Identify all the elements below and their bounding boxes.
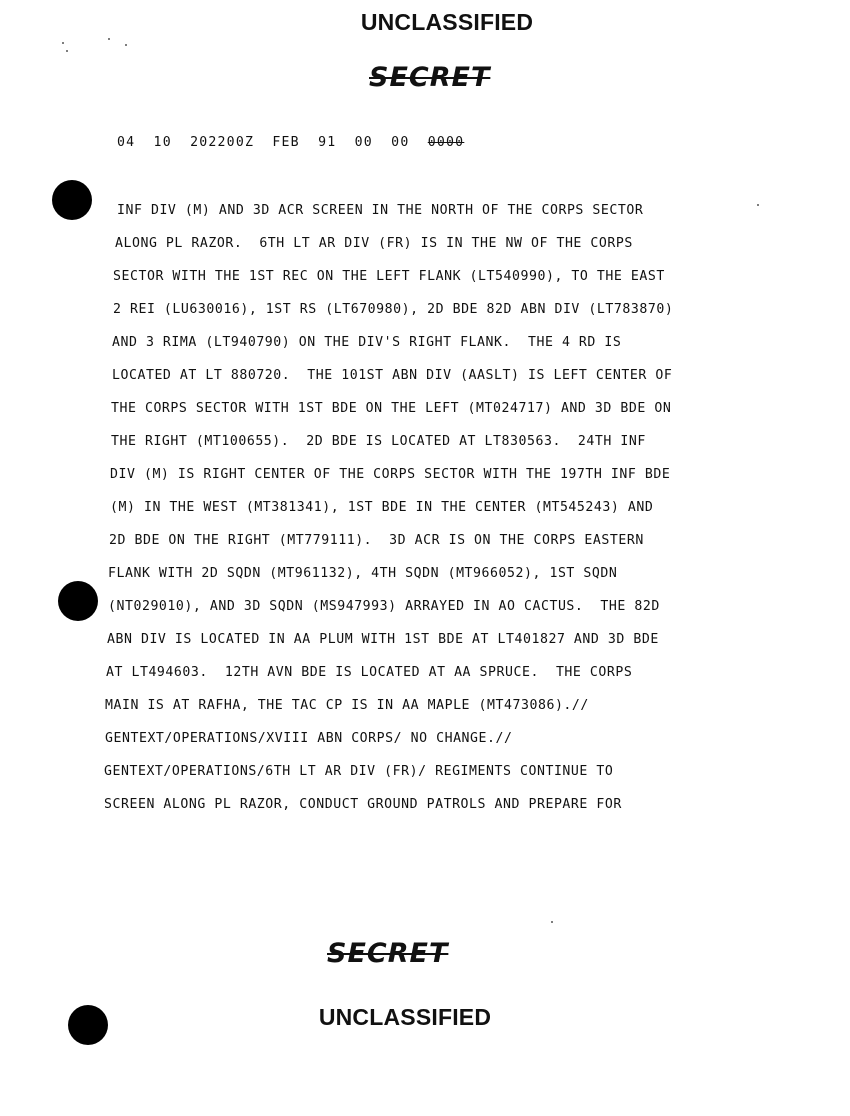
message-header-struck-code: 0000 — [427, 135, 465, 150]
body-line: 2D BDE ON THE RIGHT (MT779111). 3D ACR IS ON THE CORPS EASTERN — [109, 533, 644, 548]
body-line: 2 REI (LU630016), 1ST RS (LT670980), 2D BDE 82D ABN DIV (LT783870) — [113, 302, 674, 317]
body-line: SECTOR WITH THE 1ST REC ON THE LEFT FLANK (LT540990), TO THE EAST — [113, 269, 665, 284]
secret-marking-bottom: SECRET — [327, 938, 449, 969]
body-line: INF DIV (M) AND 3D ACR SCREEN IN THE NORTH OF THE CORPS SECTOR — [117, 203, 644, 218]
secret-marking-top: SECRET — [369, 62, 491, 93]
body-line: ABN DIV IS LOCATED IN AA PLUM WITH 1ST BDE AT LT401827 AND 3D BDE — [107, 632, 659, 647]
message-header-line — [117, 135, 464, 150]
classification-banner-bottom: UNCLASSIFIED — [318, 1004, 492, 1030]
scan-speck — [125, 44, 127, 46]
body-line: LOCATED AT LT 880720. THE 101ST ABN DIV (AASLT) IS LEFT CENTER OF — [112, 368, 673, 383]
body-line: AT LT494603. 12TH AVN BDE IS LOCATED AT AA SPRUCE. THE CORPS — [106, 665, 633, 680]
body-line: ALONG PL RAZOR. 6TH LT AR DIV (FR) IS IN THE NW OF THE CORPS — [115, 236, 633, 251]
body-line: AND 3 RIMA (LT940790) ON THE DIV'S RIGHT FLANK. THE 4 RD IS — [112, 335, 622, 350]
body-line: (M) IN THE WEST (MT381341), 1ST BDE IN THE CENTER (MT545243) AND — [110, 500, 654, 515]
body-line: SCREEN ALONG PL RAZOR, CONDUCT GROUND PATROLS AND PREPARE FOR — [104, 797, 622, 812]
body-line: MAIN IS AT RAFHA, THE TAC CP IS IN AA MAPLE (MT473086).// — [105, 698, 589, 713]
body-line: GENTEXT/OPERATIONS/6TH LT AR DIV (FR)/ REGIMENTS CONTINUE TO — [104, 764, 614, 779]
body-line: THE RIGHT (MT100655). 2D BDE IS LOCATED AT LT830563. 24TH INF — [111, 434, 646, 449]
body-line: GENTEXT/OPERATIONS/XVIII ABN CORPS/ NO CHANGE.// — [105, 731, 513, 746]
scan-speck — [66, 50, 68, 52]
message-header-text: 04 10 202200Z FEB 91 00 00 — [117, 135, 428, 150]
body-line: (NT029010), AND 3D SQDN (MS947993) ARRAYED IN AO CACTUS. THE 82D — [108, 599, 660, 614]
hole-punch-top — [52, 180, 92, 220]
message-body — [104, 201, 804, 828]
body-line: DIV (M) IS RIGHT CENTER OF THE CORPS SECTOR WITH THE 197TH INF BDE — [110, 467, 671, 482]
hole-punch-middle — [58, 581, 98, 621]
scan-speck — [62, 42, 64, 44]
body-line: THE CORPS SECTOR WITH 1ST BDE ON THE LEFT (MT024717) AND 3D BDE ON — [111, 401, 672, 416]
body-line: FLANK WITH 2D SQDN (MT961132), 4TH SQDN (MT966052), 1ST SQDN — [108, 566, 618, 581]
scan-speck — [108, 38, 110, 40]
scan-speck — [551, 921, 553, 923]
classification-banner-top: UNCLASSIFIED — [360, 9, 534, 35]
